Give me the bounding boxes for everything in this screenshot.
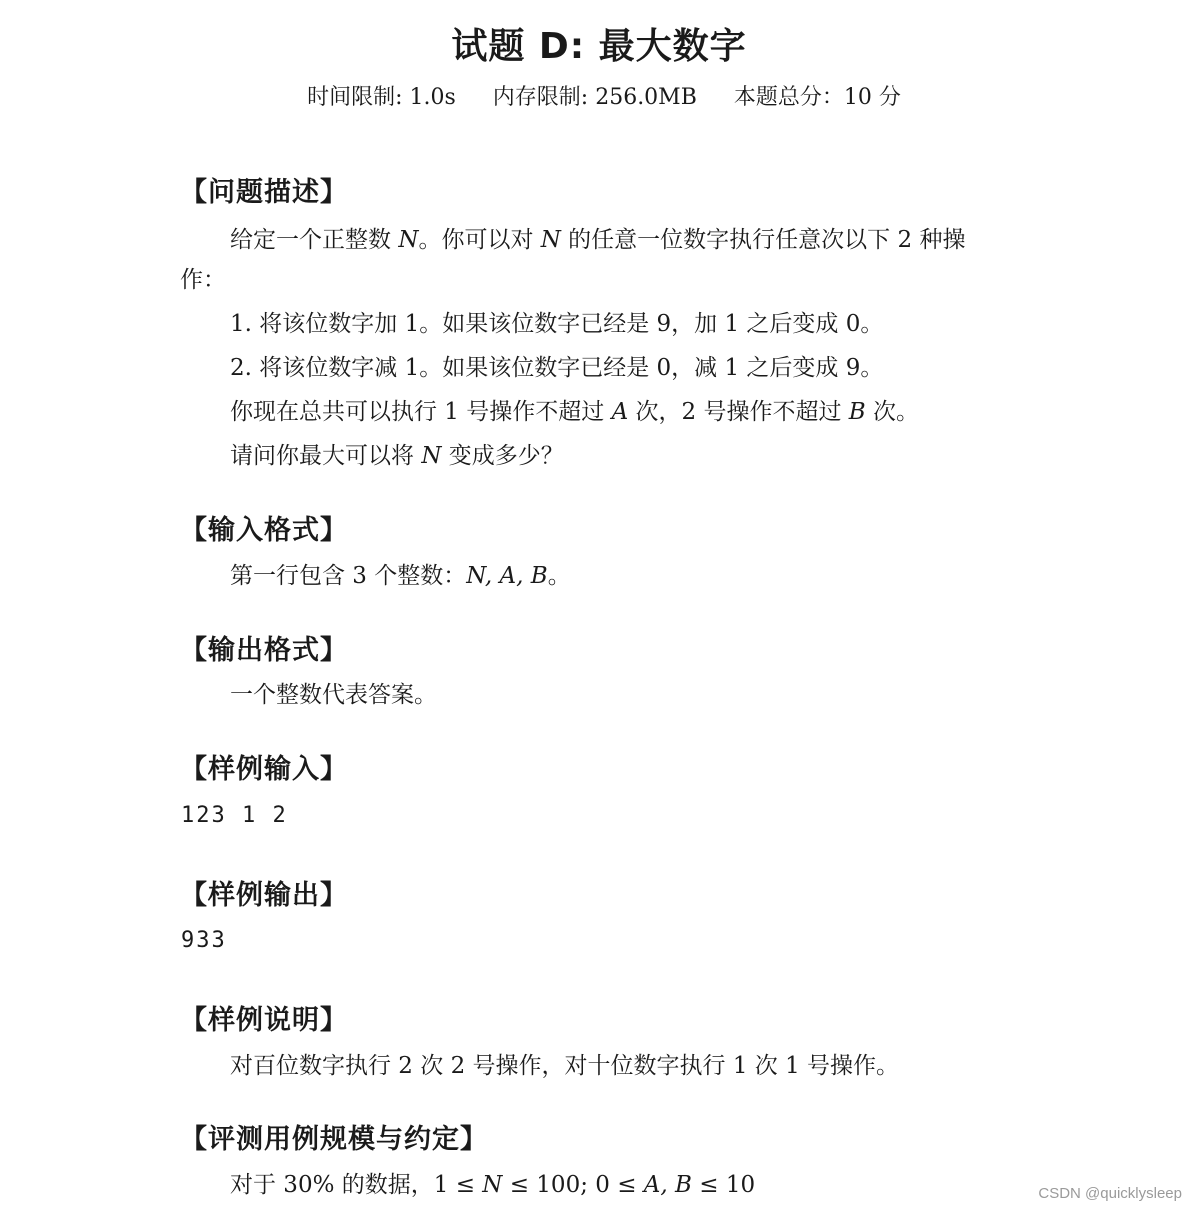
math-var: N [421,443,442,469]
memory-limit: 内存限制: 256.0MB [492,85,697,110]
operation-1: 1. 将该位数字加 1。如果该位数字已经是 9，加 1 之后变成 0。 [230,311,884,337]
sample-explanation-text: 对百位数字执行 2 次 2 号操作，对十位数字执行 1 次 1 号操作。 [230,1053,900,1079]
math-vars: N, A, B [466,563,548,589]
operation-2: 2. 将该位数字减 1。如果该位数字已经是 0，减 1 之后变成 9。 [230,355,884,381]
section-heading-constraints: 【评测用例规模与约定】 [180,1124,488,1155]
constraints-text: 对于 30% 的数据，1 ≤ N ≤ 100; 0 ≤ A, B ≤ 10 [230,1172,756,1198]
section-heading-sample-input: 【样例输入】 [180,754,348,785]
math-vars: A, B [643,1172,692,1198]
sample-output-code: 933 [181,928,227,953]
section-heading-description: 【问题描述】 [180,177,348,208]
section-heading-output-format: 【输出格式】 [180,635,348,666]
input-format-text: 第一行包含 3 个整数：N, A, B。 [230,563,571,589]
description-paragraph-3: 请问你最大可以将 N 变成多少？ [230,443,564,469]
math-var: B [848,399,866,425]
description-paragraph-1: 给定一个正整数 N。你可以对 N 的任意一位数字执行任意次以下 2 种操 [230,227,966,253]
section-heading-input-format: 【输入格式】 [180,515,348,546]
sample-input-code: 123 1 2 [181,803,288,828]
total-score: 本题总分：10 分 [733,85,901,110]
csdn-watermark: CSDN @quicklysleep [1038,1185,1182,1202]
math-var: N [540,227,561,253]
math-var: A [611,399,629,425]
description-paragraph-2: 你现在总共可以执行 1 号操作不超过 A 次，2 号操作不超过 B 次。 [230,399,919,425]
description-paragraph-1-wrap: 作： [180,267,226,293]
output-format-text: 一个整数代表答案。 [230,682,437,708]
math-var: N [398,227,419,253]
page-title: 试题 D: 最大数字 [451,26,747,67]
section-heading-sample-explanation: 【样例说明】 [180,1005,348,1036]
section-heading-sample-output: 【样例输出】 [180,880,348,911]
problem-meta [0,80,1198,111]
math-var: N [482,1172,503,1198]
time-limit: 时间限制: 1.0s [307,85,456,110]
